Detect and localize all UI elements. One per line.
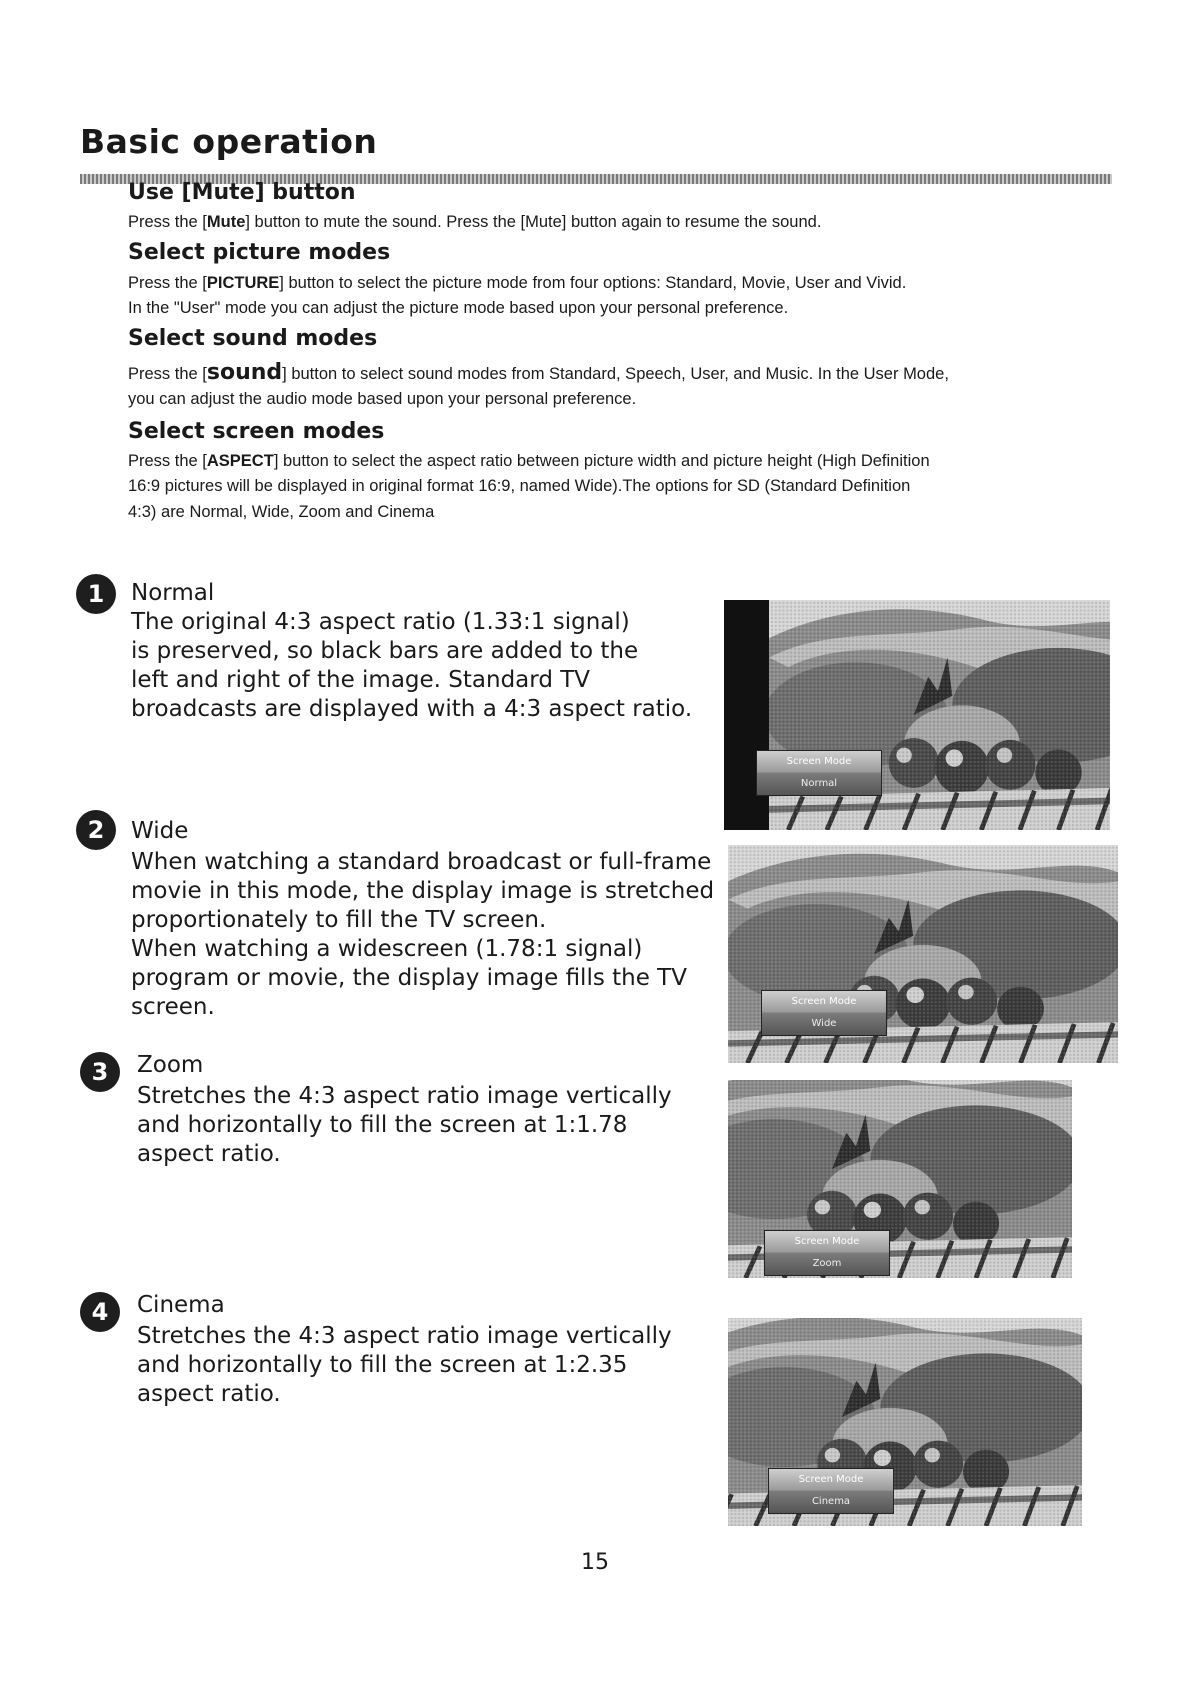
sound-heading: Select sound modes <box>128 326 378 351</box>
mode-normal-desc <box>131 608 692 724</box>
picture-line-1 <box>128 274 906 293</box>
mode-wide-desc <box>131 848 714 1022</box>
mode-zoom-title: Zoom <box>137 1052 204 1078</box>
sound-key: sound <box>206 360 283 385</box>
osd-title: Screen Mode <box>798 1474 864 1485</box>
mode-cinema-desc <box>137 1322 672 1409</box>
osd-value: Normal <box>800 778 838 789</box>
mute-line-1 <box>128 213 821 232</box>
mode-zoom-desc <box>137 1082 672 1169</box>
screen-cinema-image <box>728 1318 1112 1536</box>
text-span: Press the [ <box>128 213 207 231</box>
picture-line-2: In the "User" mode you can adjust the picture mode based upon your personal preference. <box>128 299 789 317</box>
badge-1-icon: 1 <box>76 574 116 614</box>
osd-screen-mode-cinema <box>768 1468 894 1514</box>
desc-line: proportionately to fill the TV screen. <box>131 907 547 933</box>
screen-line-1 <box>128 452 930 471</box>
desc-line: screen. <box>131 994 215 1020</box>
mute-heading: Use [Mute] button <box>128 180 356 205</box>
desc-line: aspect ratio. <box>137 1141 281 1167</box>
screen-heading: Select screen modes <box>128 419 385 444</box>
osd-value: Cinema <box>811 1496 851 1507</box>
osd-value: Zoom <box>812 1258 842 1269</box>
screen-normal-image <box>724 600 1110 830</box>
desc-line: Stretches the 4:3 aspect ratio image vertically <box>137 1083 672 1109</box>
desc-line: movie in this mode, the display image is stretched <box>131 878 715 904</box>
desc-line: When watching a standard broadcast or full-frame <box>131 849 712 875</box>
text-span: ] button to select the picture mode from four options: Standard, Movie, User and Vivid. <box>279 274 907 292</box>
desc-line: left and right of the image. Standard TV <box>131 667 591 693</box>
badge-2-icon: 2 <box>76 810 116 850</box>
desc-line: is preserved, so black bars are added to the <box>131 638 639 664</box>
aspect-key: ASPECT <box>206 452 274 470</box>
desc-line: broadcasts are displayed with a 4:3 aspect ratio. <box>131 696 693 722</box>
screen-zoom-image <box>728 1080 1112 1298</box>
desc-line: and horizontally to fill the screen at 1:1.78 <box>137 1112 628 1138</box>
desc-line: When watching a widescreen (1.78:1 signal) <box>131 936 643 962</box>
picture-key: PICTURE <box>206 274 280 292</box>
mode-cinema-title: Cinema <box>137 1292 225 1318</box>
osd-title: Screen Mode <box>794 1236 860 1247</box>
badge-3-icon: 3 <box>80 1052 120 1092</box>
page-title: Basic operation <box>80 122 378 161</box>
mute-key: Mute <box>206 213 246 231</box>
text-span: Press the [ <box>128 274 207 292</box>
mode-normal-title: Normal <box>131 580 215 606</box>
osd-title: Screen Mode <box>786 756 852 767</box>
picture-heading: Select picture modes <box>128 240 391 265</box>
mode-wide-title: Wide <box>131 818 189 844</box>
osd-title: Screen Mode <box>791 996 857 1007</box>
text-span: ] button to select the aspect ratio between picture width and picture height (High Definition <box>273 452 930 470</box>
badge-4-icon: 4 <box>80 1292 120 1332</box>
desc-line: Stretches the 4:3 aspect ratio image vertically <box>137 1323 672 1349</box>
page-number: 15 <box>581 1550 609 1575</box>
desc-line: program or movie, the display image fills the TV <box>131 965 687 991</box>
osd-screen-mode-wide <box>761 990 887 1036</box>
sound-line-2: you can adjust the audio mode based upon your personal preference. <box>128 390 637 408</box>
sound-line-1 <box>128 360 949 385</box>
text-span: ] button to select sound modes from Standard, Speech, User, and Music. In the User Mode, <box>282 365 949 383</box>
screen-line-2: 16:9 pictures will be displayed in original format 16:9, named Wide).The options for SD (Standard Definition <box>128 477 911 495</box>
osd-value: Wide <box>811 1018 837 1029</box>
desc-line: aspect ratio. <box>137 1381 281 1407</box>
desc-line: The original 4:3 aspect ratio (1.33:1 signal) <box>131 609 630 635</box>
text-span: Press the [ <box>128 452 207 470</box>
text-span: Press the [ <box>128 365 207 383</box>
screen-line-3: 4:3) are Normal, Wide, Zoom and Cinema <box>128 503 435 521</box>
screen-wide-image <box>728 845 1118 1063</box>
osd-screen-mode-zoom <box>764 1230 890 1276</box>
text-span: ] button to mute the sound. Press the [Mute] button again to resume the sound. <box>245 213 822 231</box>
desc-line: and horizontally to fill the screen at 1:2.35 <box>137 1352 628 1378</box>
osd-screen-mode-normal <box>756 750 882 796</box>
